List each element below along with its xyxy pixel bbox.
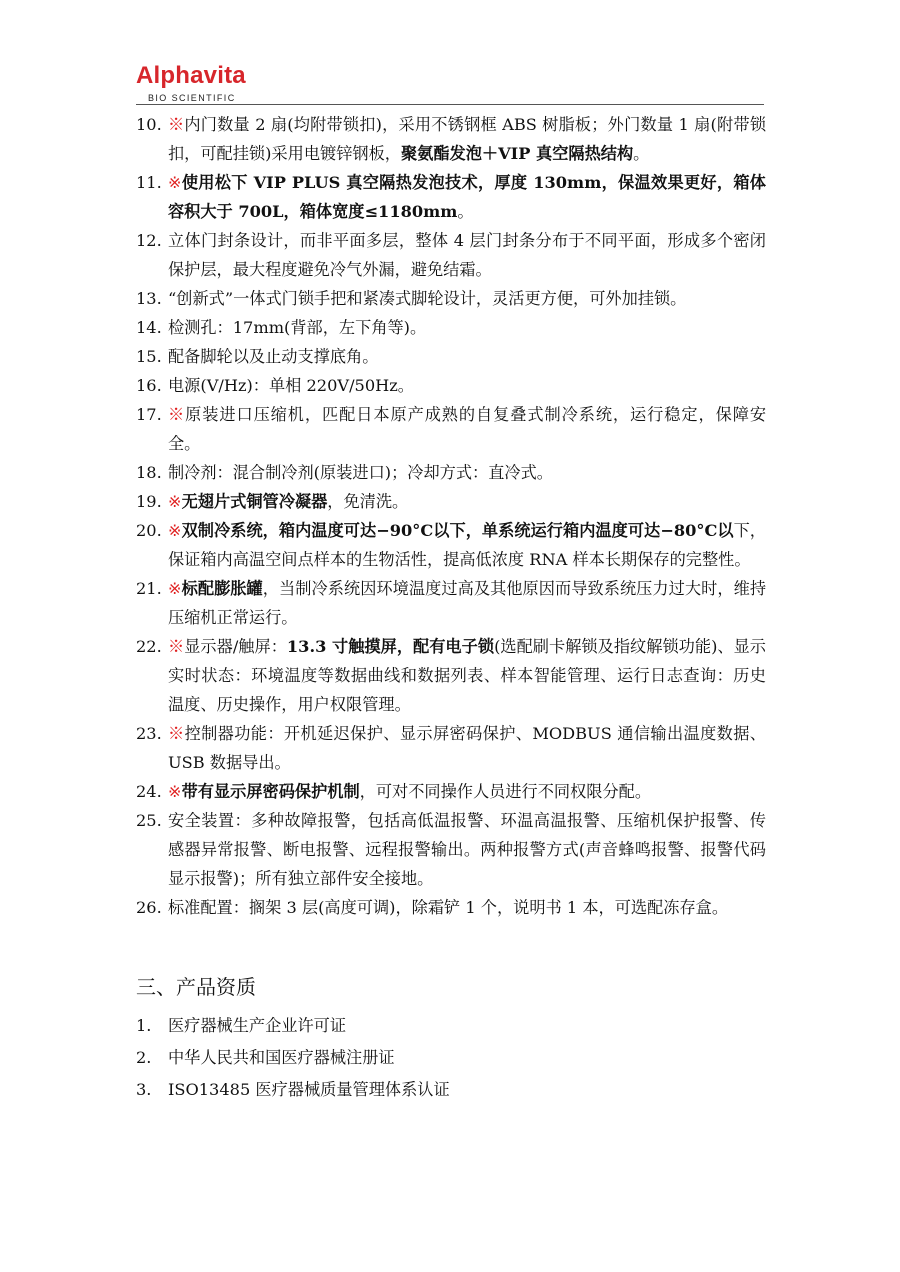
item-number: 14.: [136, 318, 162, 337]
item-text-bold: 13.3 寸触摸屏，配有电子锁: [286, 637, 495, 656]
important-mark: ※: [168, 521, 182, 540]
item-number: 22.: [136, 637, 162, 656]
item-text: 制冷剂：混合制冷剂(原装进口)；冷却方式：直冷式。: [168, 463, 553, 482]
item-text: 电源(V/Hz)：单相 220V/50Hz。: [168, 376, 414, 395]
item-text-tail: 。: [457, 202, 474, 221]
important-mark: ※: [168, 637, 185, 656]
list-item: [136, 168, 766, 226]
item-text: ISO13485 医疗器械质量管理体系认证: [168, 1080, 450, 1099]
list-item: [136, 226, 766, 284]
item-text: 安全装置：多种故障报警，包括高低温报警、环温高温报警、压缩机保护报警、传感器异常报警、断电报警、远程报警输出。两种报警方式(声音蜂鸣报警、报警代码显示报警)；所有独立部件安全接地。: [168, 811, 766, 888]
important-mark: ※: [168, 782, 182, 801]
list-item: [136, 110, 766, 168]
list-item: [136, 632, 766, 719]
list-item: [136, 1042, 766, 1074]
important-mark: ※: [168, 579, 182, 598]
list-item: [136, 487, 766, 516]
item-number: 1.: [136, 1016, 152, 1035]
item-text: 立体门封条设计，而非平面多层，整体 4 层门封条分布于不同平面，形成多个密闭保护层，最大程度避免冷气外漏，避免结霜。: [168, 231, 766, 279]
certification-list: [136, 1010, 766, 1106]
company-logo-subtitle: BIO SCIENTIFIC: [148, 93, 236, 103]
section-title: 三、产品资质: [136, 975, 256, 999]
item-text: 标准配置：搁架 3 层(高度可调)，除霜铲 1 个，说明书 1 本，可选配冻存盒。: [168, 898, 729, 917]
page-header: [136, 62, 764, 106]
item-number: 17.: [136, 405, 162, 424]
list-item: [136, 400, 766, 458]
important-mark: ※: [168, 405, 186, 424]
list-item: [136, 574, 766, 632]
list-item: [136, 893, 766, 922]
item-number: 23.: [136, 724, 162, 743]
important-mark: ※: [168, 173, 182, 192]
item-text-tail: (选配刷卡解锁及指纹解锁功能)、显示实时状态：环境温度等数据曲线和数据列表、样本智能管理、运行日志查询：历史温度、历史操作，用户权限管理。: [168, 637, 766, 714]
item-text-bold: 使用松下 VIP PLUS 真空隔热发泡技术，厚度 130mm，保温效果更好，箱体容积大于 700L，箱体宽度≤1180mm: [168, 173, 766, 221]
item-text: 医疗器械生产企业许可证: [168, 1016, 347, 1035]
item-text: 原装进口压缩机，匹配日本原产成熟的自复叠式制冷系统，运行稳定，保障安全。: [168, 405, 767, 453]
item-number: 2.: [136, 1048, 152, 1067]
list-item: [136, 719, 766, 777]
item-number: 26.: [136, 898, 162, 917]
item-text-tail: ，可对不同操作人员进行不同权限分配。: [359, 782, 652, 801]
item-text-tail: 。: [633, 144, 650, 163]
list-item: [136, 458, 766, 487]
item-text-bold: 无翅片式铜管冷凝器: [181, 492, 328, 511]
item-text-bold: 聚氨酯发泡＋VIP 真空隔热结构: [400, 144, 634, 163]
item-text-bold: 标配膨胀罐: [181, 579, 263, 598]
item-number: 21.: [136, 579, 162, 598]
item-text-tail: ，免清洗。: [327, 492, 409, 511]
item-number: 24.: [136, 782, 162, 801]
item-number: 25.: [136, 811, 162, 830]
item-text-bold: 双制冷系统，箱内温度可达−90°C以下，单系统运行箱内温度可达−80°C以: [181, 521, 734, 540]
item-text: 控制器功能：开机延迟保护、显示屏密码保护、MODBUS 通信输出温度数据、USB 数据导出。: [168, 724, 766, 772]
item-text: 中华人民共和国医疗器械注册证: [168, 1048, 395, 1067]
item-number: 18.: [136, 463, 162, 482]
item-text: 配备脚轮以及止动支撑底角。: [168, 347, 379, 366]
item-number: 16.: [136, 376, 162, 395]
important-mark: ※: [168, 724, 185, 743]
item-text: 检测孔：17mm(背部，左下角等)。: [168, 318, 427, 337]
item-text-tail: 下，保证箱内高温空间点样本的生物活性，提高低浓度 RNA 样本长期保存的完整性。: [168, 521, 766, 569]
important-mark: ※: [168, 115, 185, 134]
spec-list: [136, 110, 766, 922]
header-divider: [136, 104, 764, 105]
item-number: 11.: [136, 173, 162, 192]
item-number: 10.: [136, 115, 162, 134]
company-logo: Alphavita: [136, 62, 246, 89]
list-item: [136, 516, 766, 574]
list-item: [136, 1074, 766, 1106]
item-text-bold: 带有显示屏密码保护机制: [181, 782, 360, 801]
item-number: 20.: [136, 521, 162, 540]
list-item: [136, 777, 766, 806]
item-number: 12.: [136, 231, 162, 250]
item-number: 3.: [136, 1080, 152, 1099]
list-item: [136, 313, 766, 342]
important-mark: ※: [168, 492, 182, 511]
item-text-tail: ，当制冷系统因环境温度过高及其他原因而导致系统压力过大时，维持压缩机正常运行。: [168, 579, 767, 627]
list-item: [136, 342, 766, 371]
item-number: 19.: [136, 492, 162, 511]
list-item: [136, 371, 766, 400]
list-item: [136, 284, 766, 313]
item-number: 15.: [136, 347, 162, 366]
item-text: 显示器/触屏：: [184, 637, 287, 656]
item-text: 内门数量 2 扇(均附带锁扣)，采用不锈钢框 ABS 树脂板；外门数量 1 扇(附带锁扣，可配挂锁)采用电镀锌钢板，: [168, 115, 767, 163]
list-item: [136, 1010, 766, 1042]
item-text: “创新式”一体式门锁手把和紧凑式脚轮设计，灵活更方便，可外加挂锁。: [168, 289, 687, 308]
item-number: 13.: [136, 289, 162, 308]
list-item: [136, 806, 766, 893]
